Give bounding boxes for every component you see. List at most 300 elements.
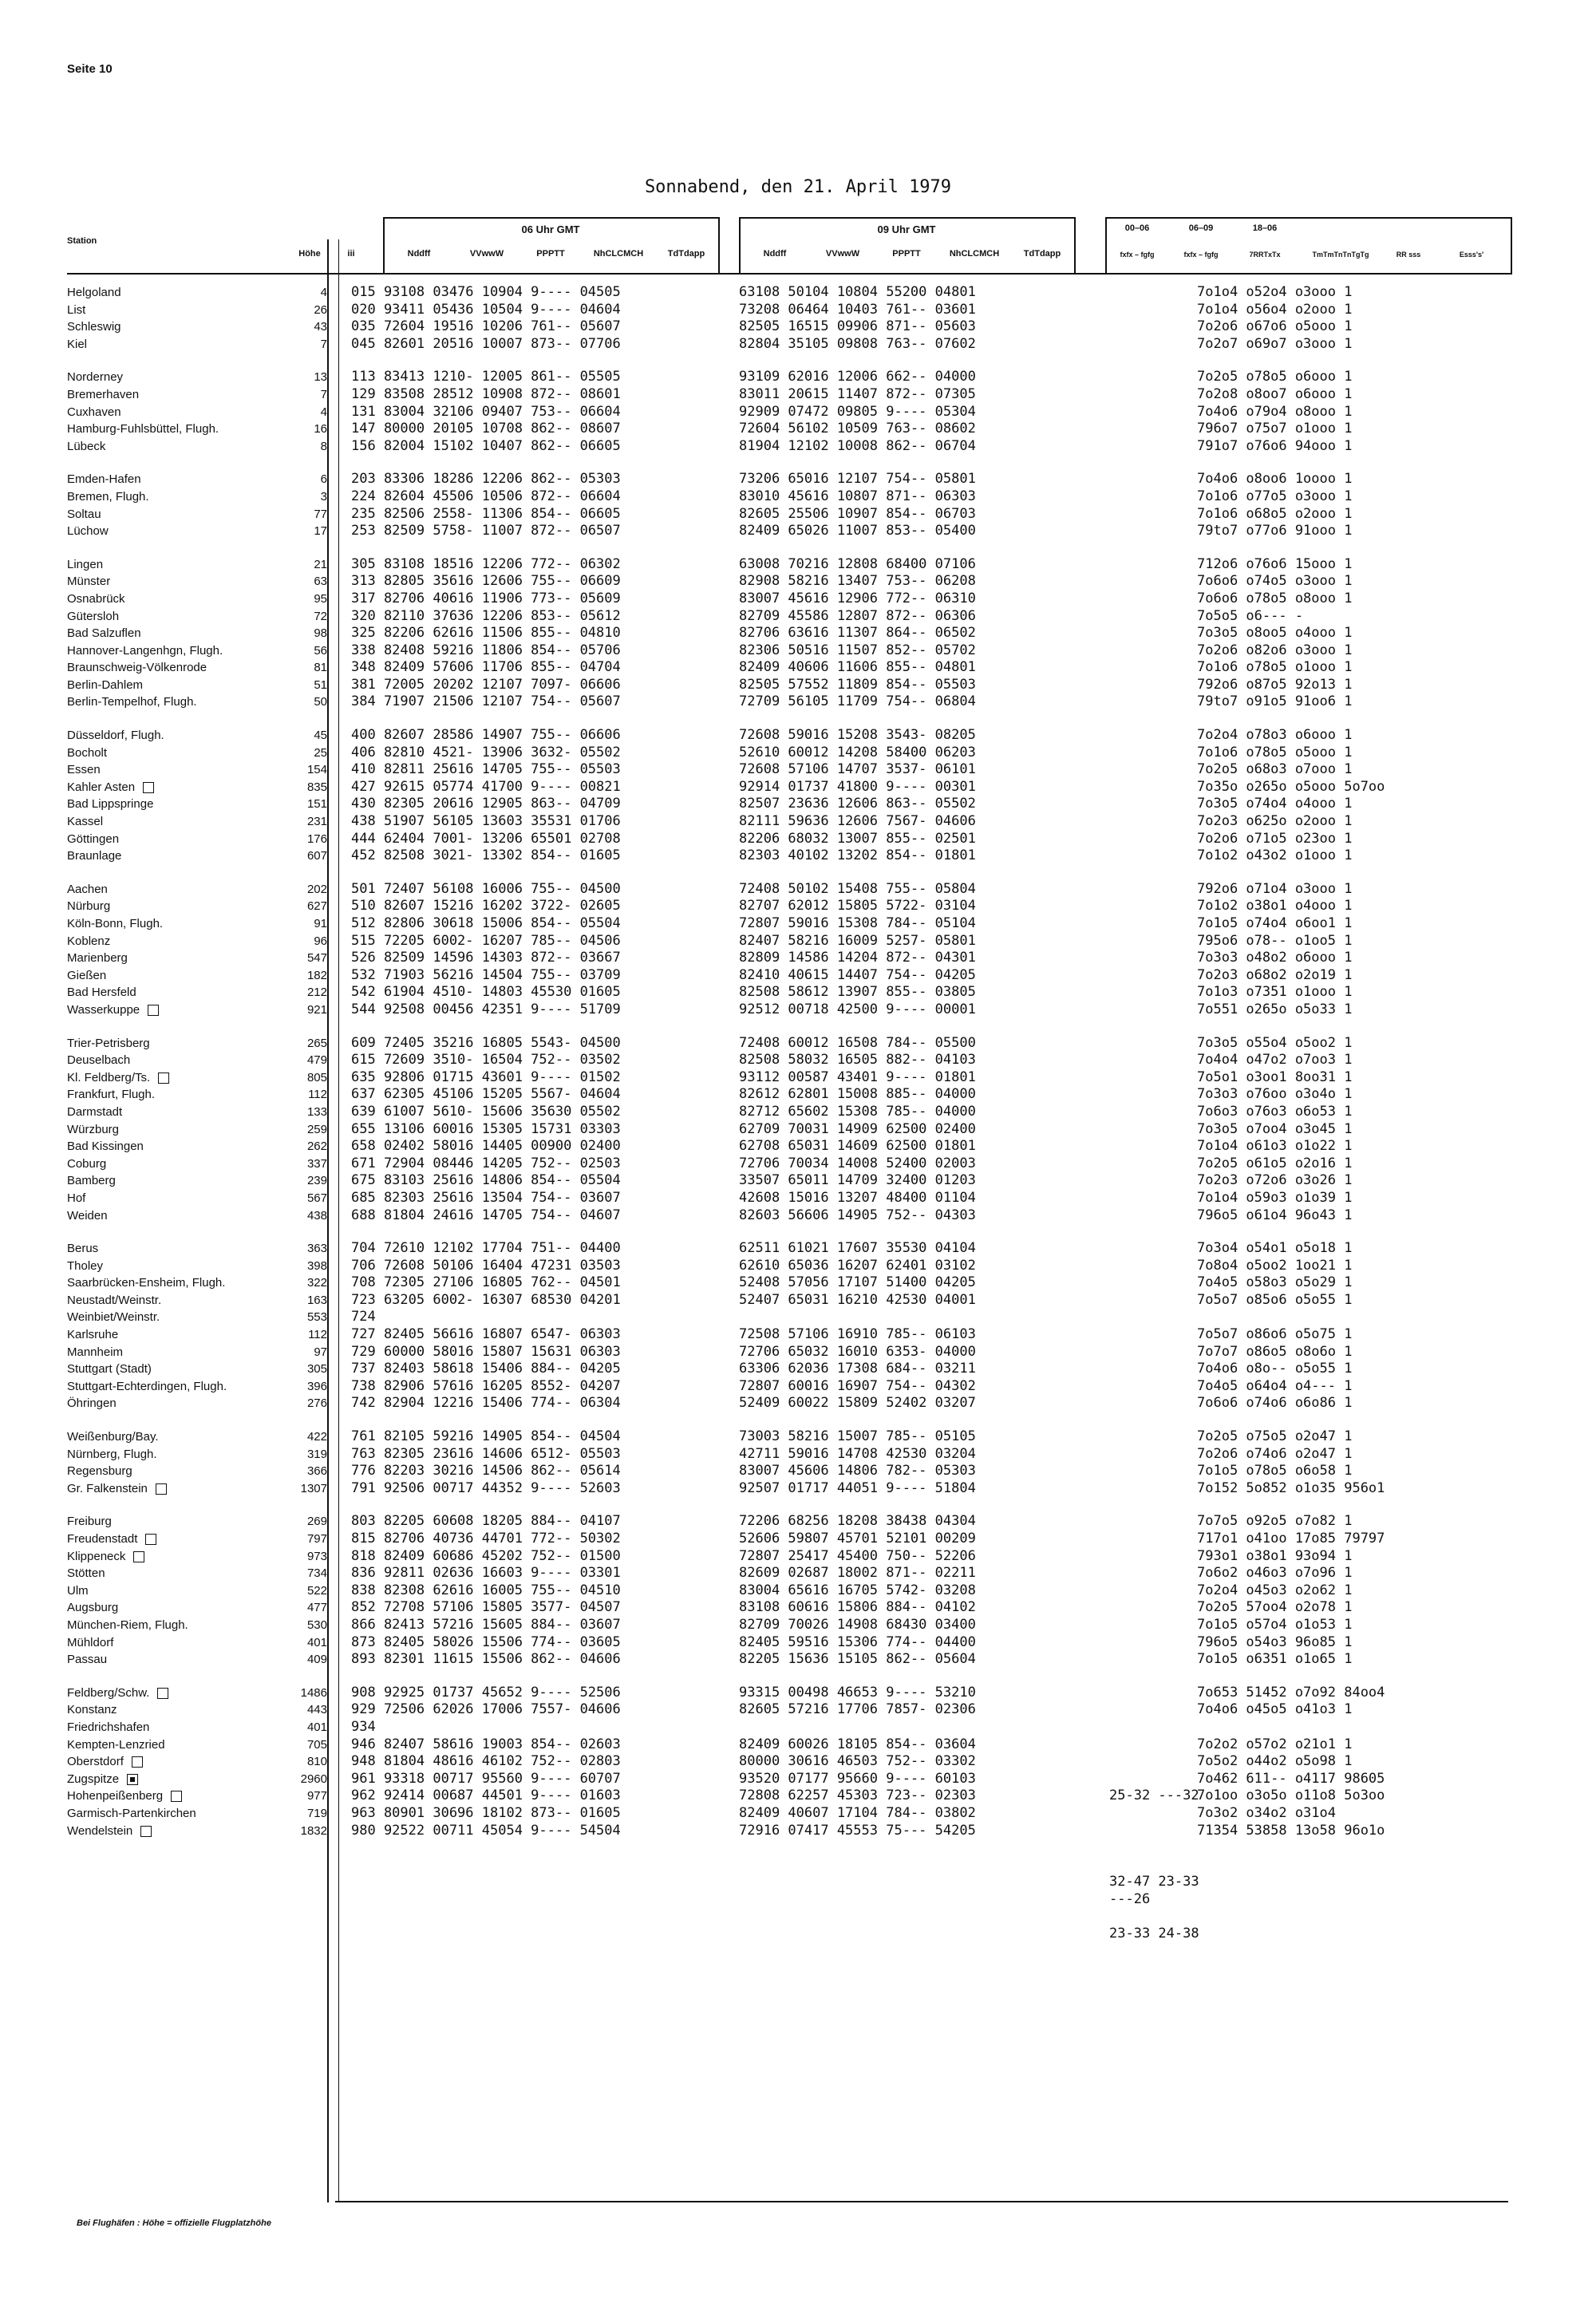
cell-text: Kassel [67, 815, 104, 829]
cell-text: 438 [306, 1208, 327, 1223]
open-square-icon [148, 1005, 159, 1016]
row-group [739, 1685, 976, 1839]
table-cell [351, 1309, 621, 1326]
row-group [351, 1428, 621, 1497]
cell-text: 7o2o3 o68o2 o2o19 1 [1197, 966, 1353, 983]
table-cell [351, 1361, 621, 1378]
row-group [739, 727, 976, 865]
table-cell [739, 831, 976, 848]
cell-text: 82409 65026 11007 853-- 05400 [739, 523, 976, 539]
table-cell [739, 813, 976, 831]
station-name [67, 369, 298, 386]
cell-text: 73208 06464 10403 761-- 03601 [739, 301, 976, 318]
table-cell [1197, 1599, 1385, 1617]
cell-text: 42711 59016 14708 42530 03204 [739, 1445, 976, 1462]
row-group [1197, 1240, 1385, 1412]
cell-text: 7o6o3 o76o3 o6o53 1 [1197, 1103, 1353, 1120]
cell-text: Bocholt [67, 745, 108, 760]
cell-text: 381 72005 20202 12107 7097- 06606 [351, 676, 621, 693]
table-cell [739, 1651, 976, 1669]
table-cell [1197, 642, 1385, 660]
cell-text: Frankfurt, Flugh. [67, 1088, 156, 1102]
cell-text: Weißenburg/Bay. [67, 1430, 159, 1444]
page-number: Seite 10 [67, 62, 113, 76]
table-cell [351, 813, 621, 831]
table-cell [1197, 1548, 1385, 1566]
table-cell [1197, 1736, 1385, 1754]
cell-text: 72916 07417 45553 75--- 54205 [739, 1822, 976, 1839]
table-cell [298, 1685, 327, 1702]
table-cell [351, 693, 621, 711]
table-cell [298, 677, 327, 694]
table-cell [739, 1274, 976, 1292]
open-square-icon [143, 782, 154, 793]
cell-text: 7o2o5 o78o5 o6ooo 1 [1197, 369, 1353, 385]
station-name [67, 779, 298, 796]
table-cell [351, 659, 621, 677]
table-cell [298, 1548, 327, 1566]
cell-text: 921 [306, 1002, 327, 1017]
table-cell [351, 1240, 621, 1258]
cell-text: Stötten [67, 1566, 105, 1581]
cell-text: 7o3o5 o8oo5 o4ooo 1 [1197, 625, 1353, 642]
cell-text: Oberstdorf [67, 1755, 124, 1769]
cell-text: 7o6o2 o46o3 o7o96 1 [1197, 1565, 1353, 1582]
table-cell [739, 1463, 976, 1480]
row-group [298, 556, 327, 711]
cell-text: 82707 62012 15805 5722- 03104 [739, 898, 976, 914]
table-cell [739, 1787, 976, 1805]
cell-text: 97 [314, 1345, 327, 1359]
cell-text: 276 [306, 1396, 327, 1411]
open-square-icon [171, 1791, 182, 1802]
station-name [67, 745, 298, 762]
station-name [67, 1548, 298, 1566]
table-cell [739, 608, 976, 626]
row-group [298, 471, 327, 539]
station-name [67, 984, 298, 1001]
footnote: Bei Flughäfen : Höhe = offizielle Flugplatzhöhe [77, 2218, 271, 2228]
cell-text: Nürburg [67, 899, 111, 914]
row-group [298, 727, 327, 865]
cell-text: Bad Lippspringe [67, 797, 154, 812]
table-cell [739, 950, 976, 967]
table-cell [351, 1617, 621, 1634]
cell-text: Ulm [67, 1583, 89, 1598]
cell-text: 443 [306, 1703, 327, 1717]
col06-clouds: NhCLCMCH [593, 249, 644, 259]
station-name [67, 404, 298, 421]
cell-text: 6 [320, 472, 327, 487]
cell-text: 265 [306, 1036, 327, 1050]
table-cell [1197, 745, 1385, 762]
cell-text: 98 [314, 626, 327, 641]
cell-text: 83011 20615 11407 872-- 07305 [739, 385, 976, 402]
table-cell [739, 659, 976, 677]
cell-text: 7o4o5 o64o4 o4--- 1 [1197, 1377, 1353, 1394]
cell-text: 63008 70216 12808 68400 07106 [739, 555, 976, 572]
gust-row: 23-33 24-38 [1109, 1925, 1199, 1942]
cell-text: Wendelstein [67, 1823, 133, 1838]
table-cell [1197, 898, 1385, 915]
table-cell [351, 1258, 621, 1275]
cell-text: 7o3o5 o74o4 o4ooo 1 [1197, 796, 1353, 812]
cell-text: 607 [306, 849, 327, 863]
cell-text: 79to7 o77o6 91ooo 1 [1197, 523, 1353, 539]
sub-tm: TmTmTnTnTgTg [1312, 251, 1369, 259]
table-cell [739, 1719, 976, 1736]
cell-text: 793o1 o38o1 93o94 1 [1197, 1547, 1353, 1564]
cell-text: Kahler Asten [67, 780, 136, 794]
table-cell [739, 1052, 976, 1069]
cell-text: Konstanz [67, 1703, 117, 1717]
cell-text: Tholey [67, 1258, 104, 1273]
cell-text: 797 [306, 1532, 327, 1546]
station-name [67, 1753, 298, 1771]
cell-text: 82505 57552 11809 854-- 05503 [739, 676, 976, 693]
cell-text: 7o2o6 o82o6 o3ooo 1 [1197, 642, 1353, 658]
station-name [67, 625, 298, 642]
table-cell [351, 523, 621, 540]
cell-text: 866 82413 57216 15605 884-- 03607 [351, 1616, 621, 1633]
open-square-icon [157, 1688, 168, 1699]
table-cell [351, 591, 621, 608]
cell-text: 62610 65036 16207 62401 03102 [739, 1257, 976, 1274]
table-cell [298, 369, 327, 386]
row-group [739, 1240, 976, 1412]
table-cell [739, 677, 976, 694]
table-cell [739, 796, 976, 813]
cell-text: 72706 70034 14008 52400 02003 [739, 1155, 976, 1171]
cell-text: 7o5o7 o85o6 o5o55 1 [1197, 1291, 1353, 1308]
row-group [739, 556, 976, 711]
cell-text: 7o1o2 o43o2 o1ooo 1 [1197, 847, 1353, 864]
table-cell [298, 933, 327, 950]
cell-text: 444 62404 7001- 13206 65501 02708 [351, 830, 621, 847]
col09-vvwww: VVwwW [825, 249, 860, 259]
cell-text: 92512 00718 42500 9---- 00001 [739, 1001, 976, 1017]
filled-square-icon [127, 1774, 138, 1785]
station-name [67, 1513, 298, 1531]
cell-text: 934 [351, 1718, 376, 1735]
cell-text: Freiburg [67, 1515, 112, 1529]
cell-text: 82409 40606 11606 855-- 04801 [739, 659, 976, 676]
cell-text: 2960 [300, 1772, 327, 1786]
cell-text: 1832 [300, 1823, 327, 1838]
cell-text: 92909 07472 09805 9---- 05304 [739, 403, 976, 420]
table-cell [1197, 488, 1385, 506]
rule-after-hoehe [338, 239, 339, 2202]
table-cell [1197, 1428, 1385, 1446]
table-cell [351, 1823, 621, 1840]
cell-text: 7o2o6 o74o6 o2o47 1 [1197, 1445, 1353, 1462]
cell-text: 688 81804 24616 14705 754-- 04607 [351, 1207, 621, 1223]
table-cell [739, 1172, 976, 1190]
table-cell [298, 898, 327, 915]
cell-text: 873 82405 58026 15506 774-- 03605 [351, 1633, 621, 1650]
gust-row: 32-47 23-33 [1109, 1873, 1199, 1890]
row-group [1197, 727, 1385, 865]
table-cell [298, 1701, 327, 1719]
cell-text: Neustadt/Weinstr. [67, 1293, 162, 1307]
cell-text: Göttingen [67, 832, 120, 846]
table-cell [298, 556, 327, 574]
table-cell [351, 1446, 621, 1464]
cell-text: 526 82509 14596 14303 872-- 03667 [351, 950, 621, 966]
cell-text: Braunschweig-Völkenrode [67, 661, 207, 675]
cell-text: 567 [306, 1191, 327, 1205]
cell-text: 154 [306, 763, 327, 777]
table-cell [739, 302, 976, 319]
station-name [67, 933, 298, 950]
table-cell [298, 438, 327, 456]
table-cell [739, 1771, 976, 1788]
table-cell [351, 1001, 621, 1019]
cell-text: 81904 12102 10008 862-- 06704 [739, 437, 976, 454]
table-cell [739, 488, 976, 506]
table-cell [298, 1190, 327, 1207]
table-cell [739, 1701, 976, 1719]
cell-text: 7o5o2 o44o2 o5o98 1 [1197, 1753, 1353, 1770]
table-cell [351, 1634, 621, 1652]
table-cell [298, 1736, 327, 1754]
cell-text: 82505 16515 09906 871-- 05603 [739, 318, 976, 335]
table-cell [1197, 1805, 1385, 1823]
station-name [67, 488, 298, 506]
station-name [67, 1344, 298, 1361]
station-name [67, 1274, 298, 1292]
cell-text: 72807 59016 15308 784-- 05104 [739, 915, 976, 931]
table-cell [351, 1121, 621, 1139]
station-name [67, 761, 298, 779]
table-cell [1197, 761, 1385, 779]
station-name [67, 506, 298, 523]
table-cell [1197, 1240, 1385, 1258]
cell-text: Bamberg [67, 1174, 116, 1188]
table-cell [351, 573, 621, 591]
cell-text: Bad Kissingen [67, 1140, 144, 1154]
table-cell [298, 1240, 327, 1258]
table-cell [351, 369, 621, 386]
cell-text: 82205 15636 15105 862-- 05604 [739, 1651, 976, 1668]
table-cell [351, 796, 621, 813]
table-cell [739, 898, 976, 915]
station-name [67, 1190, 298, 1207]
table-cell [298, 1361, 327, 1378]
cell-text: 50 [314, 695, 327, 709]
station-name [67, 1599, 298, 1617]
group09-header: 09 Uhr GMT [877, 223, 936, 235]
row-group [298, 1513, 327, 1668]
cell-text: 72 [314, 609, 327, 623]
cell-text: Regensburg [67, 1464, 132, 1479]
station-name [67, 1378, 298, 1396]
cell-text: 7o3o5 o7oo4 o3o45 1 [1197, 1120, 1353, 1137]
table-cell [351, 761, 621, 779]
cell-text: 035 72604 19516 10206 761-- 05607 [351, 318, 621, 335]
cell-text: 52606 59807 45701 52101 00209 [739, 1531, 976, 1547]
station-name [67, 1258, 298, 1275]
station-name [67, 1651, 298, 1669]
cell-text: 948 81804 48616 46102 752-- 02803 [351, 1753, 621, 1770]
cell-text: 7o7o7 o86o5 o8o6o 1 [1197, 1343, 1353, 1360]
cell-text: 723 63205 6002- 16307 68530 04201 [351, 1291, 621, 1308]
table-cell [1197, 1104, 1385, 1121]
cell-text: Berlin-Tempelhof, Flugh. [67, 695, 197, 709]
table-cell [1197, 1361, 1385, 1378]
table-cell [298, 761, 327, 779]
cell-text: 45 [314, 729, 327, 743]
table-cell [1197, 1172, 1385, 1190]
table-cell [351, 386, 621, 404]
cell-text: 82508 58612 13907 855-- 03805 [739, 984, 976, 1001]
table-cell [351, 318, 621, 336]
cell-text: 82603 56606 14905 752-- 04303 [739, 1207, 976, 1223]
col09-ppptt: PPPTT [892, 249, 921, 259]
cell-text: Berlin-Dahlem [67, 677, 144, 692]
cell-text: 71354 53858 13o58 96o1o [1197, 1822, 1385, 1839]
row-group [298, 284, 327, 353]
table-cell [351, 1719, 621, 1736]
cell-text: 72408 50102 15408 755-- 05804 [739, 880, 976, 897]
cell-text: 82111 59636 12606 7567- 04606 [739, 813, 976, 830]
station-name [67, 284, 298, 302]
table-cell [1197, 1513, 1385, 1531]
table-cell [1197, 318, 1385, 336]
table-cell [1197, 847, 1385, 865]
cell-text: 7o6o6 o74o6 o6o86 1 [1197, 1395, 1353, 1412]
cell-text: Marienberg [67, 951, 128, 966]
cell-text: 224 82604 45506 10506 872-- 06604 [351, 488, 621, 504]
table-cell [298, 1787, 327, 1805]
cell-text: 52610 60012 14208 58400 06203 [739, 744, 976, 760]
cell-text: 63 [314, 575, 327, 589]
cell-text: 835 [306, 780, 327, 794]
cell-text: 72807 60016 16907 754-- 04302 [739, 1377, 976, 1394]
cell-text: Freudenstadt [67, 1532, 138, 1546]
row-group [1197, 1513, 1385, 1668]
table-cell [739, 1035, 976, 1053]
cell-text: Bad Hersfeld [67, 986, 136, 1000]
cell-text: 7o3o3 o48o2 o6ooo 1 [1197, 950, 1353, 966]
cell-text: 020 93411 05436 10504 9---- 04604 [351, 301, 621, 318]
table-cell [1197, 471, 1385, 488]
sub-rr-sss: RR sss [1396, 251, 1421, 259]
row-group [739, 1428, 976, 1497]
table-cell [298, 1292, 327, 1310]
cell-text: 430 82305 20616 12905 863-- 04709 [351, 796, 621, 812]
table-cell [298, 642, 327, 660]
cell-text: 72608 57106 14707 3537- 06101 [739, 761, 976, 778]
table-cell [739, 1617, 976, 1634]
cell-text: 80000 30616 46503 752-- 03302 [739, 1753, 976, 1770]
station-name [67, 302, 298, 319]
cell-text: 7o1o3 o7351 o1ooo 1 [1197, 984, 1353, 1001]
cell-text: 72608 59016 15208 3543- 08205 [739, 727, 976, 744]
table-cell [351, 847, 621, 865]
table-cell [739, 1565, 976, 1582]
cell-text: Mühldorf [67, 1635, 114, 1649]
station-name [67, 847, 298, 865]
cell-text: 348 82409 57606 11706 855-- 04704 [351, 659, 621, 676]
cell-text: 82303 40102 13202 854-- 01801 [739, 847, 976, 864]
col09-clouds: NhCLCMCH [949, 249, 1000, 259]
table-cell [1197, 336, 1385, 354]
cell-text: 51 [314, 677, 327, 692]
station-name [67, 523, 298, 540]
cell-text: 510 82607 15216 16202 3722- 02605 [351, 898, 621, 914]
station-name [67, 642, 298, 660]
cell-text: Kiel [67, 337, 88, 351]
cell-text: 427 92615 05774 41700 9---- 00821 [351, 778, 621, 795]
open-square-icon [158, 1072, 169, 1084]
cell-text: 7o4o6 o45o5 o41o3 1 [1197, 1701, 1353, 1718]
table-cell [739, 336, 976, 354]
station-name [67, 898, 298, 915]
cell-text: 980 92522 00711 45054 9---- 54504 [351, 1822, 621, 1839]
table-cell [739, 881, 976, 899]
table-cell [351, 1172, 621, 1190]
cell-text: 7o2o4 o78o3 o6ooo 1 [1197, 727, 1353, 744]
station-column [67, 284, 298, 1855]
cell-text: Saarbrücken-Ensheim, Flugh. [67, 1276, 226, 1290]
table-cell [298, 1052, 327, 1069]
cell-text: 182 [306, 968, 327, 982]
open-square-icon [140, 1826, 152, 1837]
cell-text: 72808 62257 45303 723-- 02303 [739, 1787, 976, 1804]
cell-text: 7o1o6 o78o5 o5ooo 1 [1197, 744, 1353, 760]
table-cell [739, 506, 976, 523]
header-bottom-rule [67, 273, 1511, 275]
cell-text: 82405 59516 15306 774-- 04400 [739, 1633, 976, 1650]
station-name [67, 1052, 298, 1069]
cell-text: 962 92414 00687 44501 9---- 01603 [351, 1787, 621, 1804]
station-name [67, 1240, 298, 1258]
station-name [67, 556, 298, 574]
table-cell [1197, 302, 1385, 319]
station-name [67, 1172, 298, 1190]
table-cell [1197, 438, 1385, 456]
table-cell [351, 1378, 621, 1396]
cell-text: 42608 15016 13207 48400 01104 [739, 1189, 976, 1206]
table-cell [739, 642, 976, 660]
obs-09-column [739, 284, 976, 1855]
cell-text: 7o1o4 o52o4 o3ooo 1 [1197, 284, 1353, 300]
table-cell [739, 591, 976, 608]
cell-text: Bremen, Flugh. [67, 489, 149, 504]
cell-text: 929 72506 62026 17006 7557- 04606 [351, 1701, 621, 1718]
cell-text: 544 92508 00456 42351 9---- 51709 [351, 1001, 621, 1017]
table-cell [351, 1344, 621, 1361]
cell-text: 7o5o7 o86o6 o5o75 1 [1197, 1326, 1353, 1343]
cell-text: 313 82805 35616 12606 755-- 06609 [351, 573, 621, 590]
table-cell [298, 608, 327, 626]
header-top-rule-right [1105, 217, 1511, 219]
table-cell [351, 506, 621, 523]
row-group [1197, 881, 1385, 1019]
table-cell [298, 488, 327, 506]
col06-ppptt: PPPTT [536, 249, 565, 259]
cell-text: 977 [306, 1789, 327, 1803]
station-name [67, 573, 298, 591]
row-group [67, 1685, 298, 1839]
table-cell [739, 1309, 976, 1326]
table-cell [739, 284, 976, 302]
table-cell [1197, 915, 1385, 933]
table-cell [298, 471, 327, 488]
cell-text: 7o1oo o3o5o o11o8 5o3oo [1197, 1787, 1385, 1804]
row-group [298, 369, 327, 455]
